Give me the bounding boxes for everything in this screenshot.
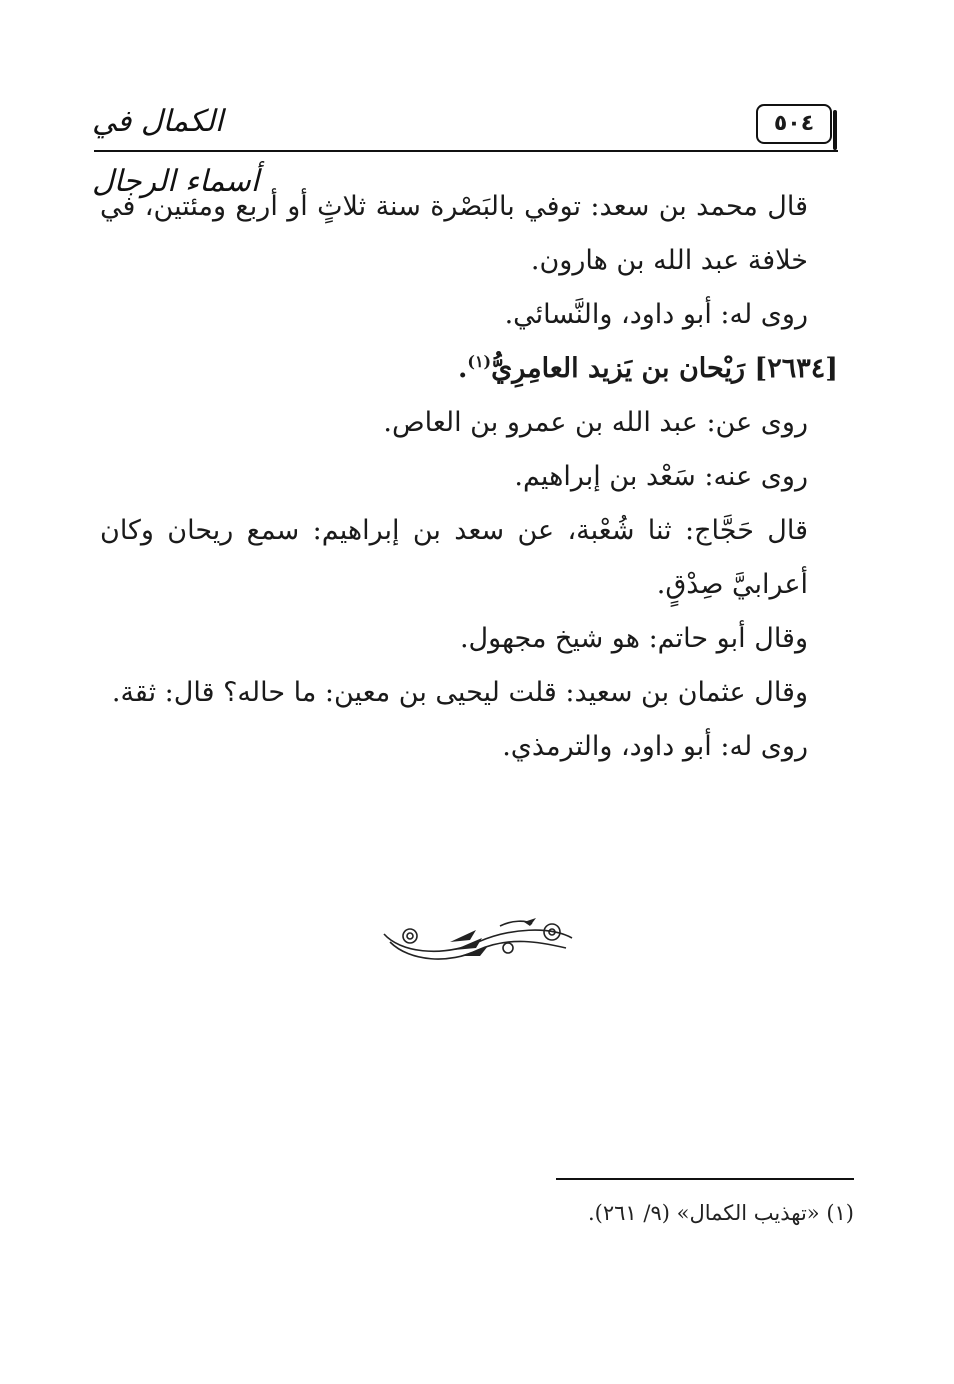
main-text — [100, 180, 838, 774]
paragraph-narrated-by-2: روى له: أبو داود، والترمذي. — [502, 731, 808, 762]
paragraph-narrated-from: روى عن: عبد الله بن عمرو بن العاص. — [383, 407, 808, 438]
entry-heading — [100, 342, 838, 396]
paragraph-hajjaj: قال حَجَّاج: ثنا شُعْبة، عن سعد بن إبراهيم: سمع ريحان وكان أعرابيَّ صِدْقٍ. — [100, 515, 808, 600]
book-title: الكمال في أسماء الرجال — [92, 104, 260, 199]
paragraph-abu-hatim: وقال أبو حاتم: هو شيخ مجهول. — [459, 623, 808, 654]
paragraph-narrated-by-1: روى له: أبو داود، والنَّسائي. — [504, 299, 808, 330]
entry-number: [٢٦٣٤] — [754, 353, 838, 384]
entry-name: رَيْحان بن يَزيد العامِرِيُّ — [491, 353, 746, 384]
footnote-divider — [556, 1178, 854, 1180]
paragraph-death: قال محمد بن سعد: توفي بالبَصْرة سنة ثلاثٍ أو أربع ومئتين، في خلافة عبد الله بن هارون. — [100, 191, 808, 276]
footnote-1: (١) «تهذيب الكمال» (٩/ ٢٦١). — [588, 1201, 854, 1225]
page-number: ٥٠٤ — [756, 104, 832, 144]
header-divider — [94, 150, 838, 152]
paragraph-narrated-from-him: روى عنه: سَعْد بن إبراهيم. — [514, 461, 808, 492]
floral-divider-icon — [380, 912, 576, 968]
paragraph-uthman: وقال عثمان بن سعيد: قلت ليحيى بن معين: ما حاله؟ قال: ثقة. — [111, 677, 808, 708]
footnote-reference[interactable]: (١) — [467, 352, 492, 371]
entry-end: . — [457, 353, 468, 384]
